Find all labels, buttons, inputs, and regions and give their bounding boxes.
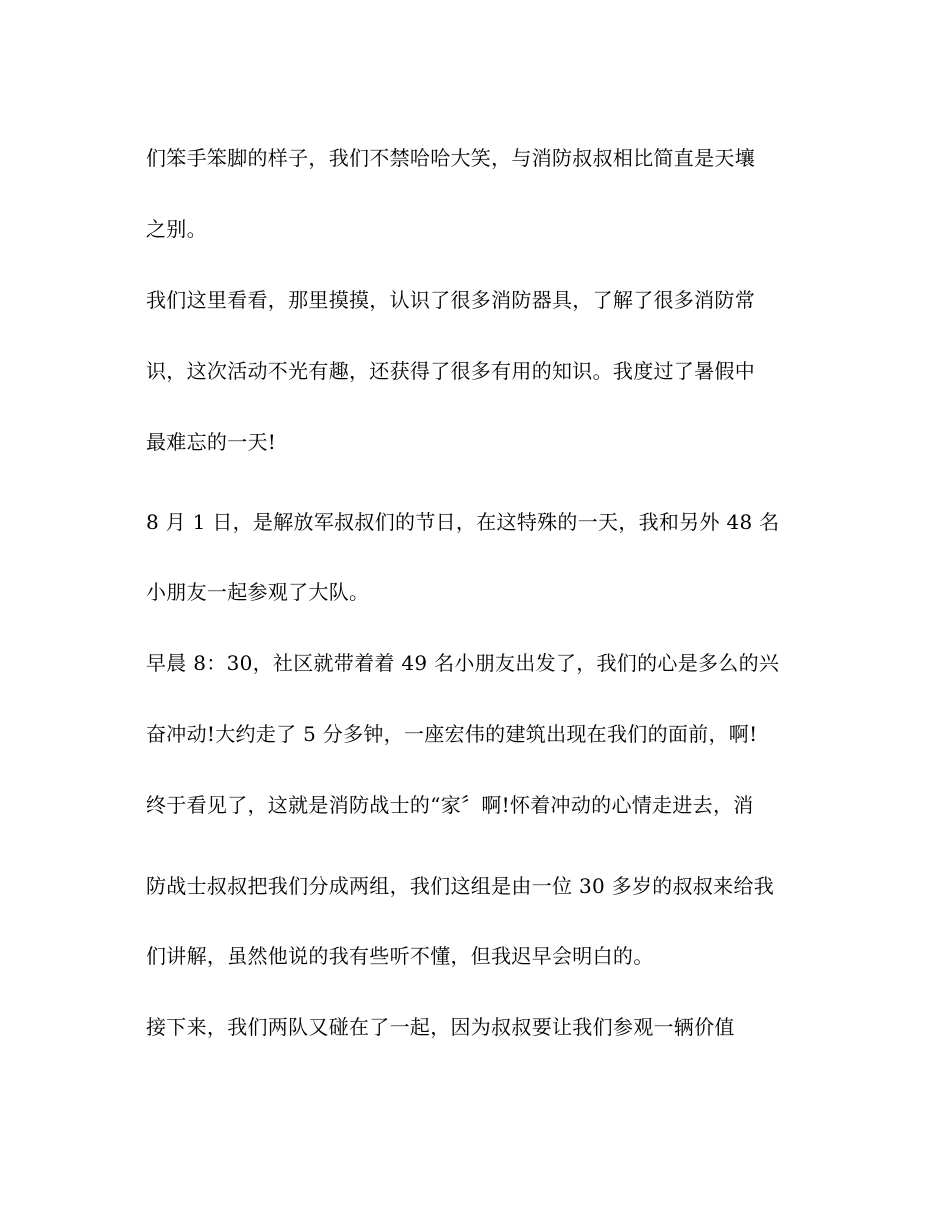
text-line: 们讲解，虽然他说的我有些听不懂，但我迟早会明白的。 [146, 944, 654, 968]
text-line: 防战士叔叔把我们分成两组，我们这组是由一位 30 多岁的叔叔来给我 [146, 874, 775, 898]
text-line: 8 月 1 日，是解放军叔叔们的节日，在这特殊的一天，我和另外 48 名 [146, 510, 780, 534]
text-line: 识，这次活动不光有趣，还获得了很多有用的知识。我度过了暑假中 [146, 359, 755, 383]
text-line: 之别。 [146, 217, 207, 241]
text-line: 早晨 8：30，社区就带着着 49 名小朋友出发了，我们的心是多么的兴 [146, 651, 780, 675]
text-line: 们笨手笨脚的样子，我们不禁哈哈大笑，与消防叔叔相比简直是天壤 [146, 146, 755, 170]
text-line: 最难忘的一天! [146, 430, 277, 454]
text-line: 小朋友一起参观了大队。 [146, 580, 370, 604]
text-line: 接下来，我们两队又碰在了一起，因为叔叔要让我们参观一辆价值 [146, 1015, 735, 1039]
text-line: 我们这里看看，那里摸摸，认识了很多消防器具，了解了很多消防常 [146, 288, 755, 312]
text-line: 奋冲动!大约走了 5 分多钟，一座宏伟的建筑出现在我们的面前，啊! [146, 722, 758, 746]
text-line: 终于看见了，这就是消防战士的“家〞啊!怀着冲动的心情走进去，消 [146, 793, 754, 817]
